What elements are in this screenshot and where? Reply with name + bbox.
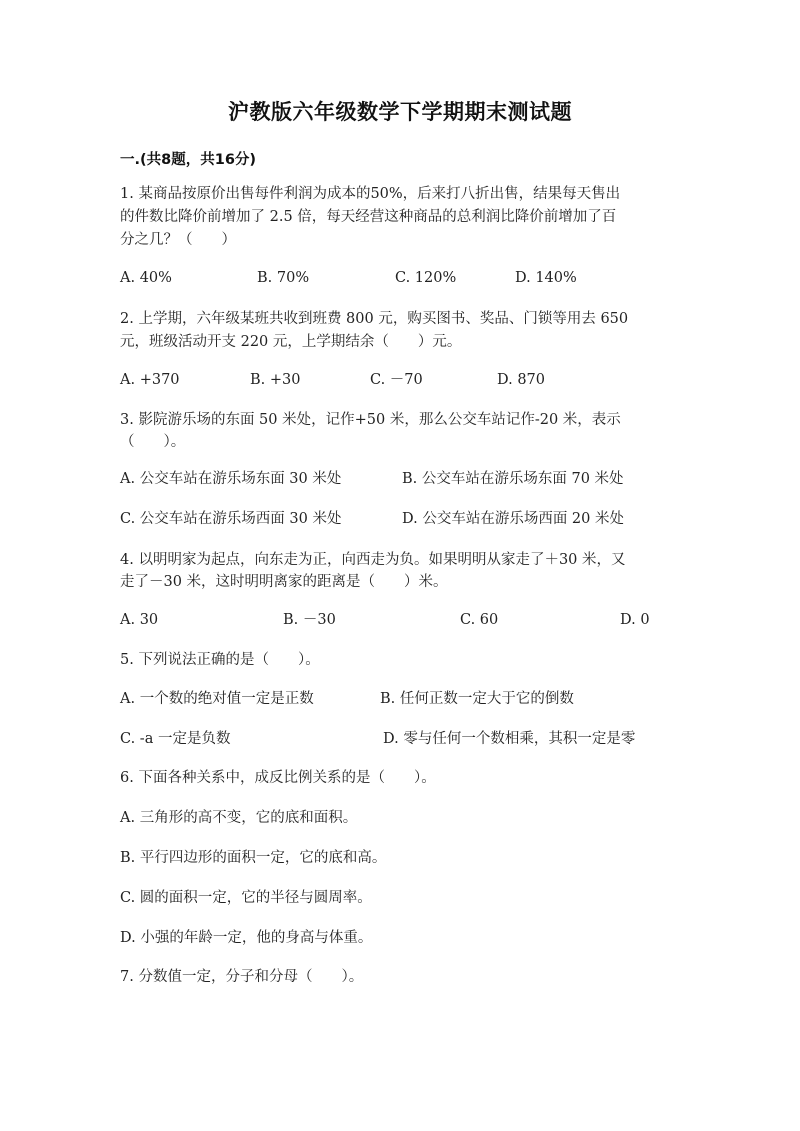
question-5-line-1: 5. 下列说法正确的是（ ）。 bbox=[120, 652, 320, 668]
page-title: 沪教版六年级数学下学期期末测试题 bbox=[228, 100, 572, 124]
question-4-option-c: C. 60 bbox=[460, 612, 499, 628]
question-5-option-a: A. 一个数的绝对值一定是正数 bbox=[120, 691, 314, 707]
question-5-option-d: D. 零与任何一个数相乘，其积一定是零 bbox=[383, 731, 636, 747]
question-1-option-a: A. 40% bbox=[120, 270, 172, 286]
question-6-option-b: B. 平行四边形的面积一定，它的底和高。 bbox=[120, 850, 387, 866]
question-2-option-c: C. －70 bbox=[370, 372, 423, 388]
question-7-line-1: 7. 分数值一定，分子和分母（ ）。 bbox=[120, 969, 364, 985]
question-5-option-c: C. -a 一定是负数 bbox=[120, 731, 231, 747]
question-5-option-b: B. 任何正数一定大于它的倒数 bbox=[380, 691, 574, 707]
question-4-option-b: B. －30 bbox=[283, 612, 336, 628]
question-3-option-b: B. 公交车站在游乐场东面 70 米处 bbox=[402, 471, 624, 487]
question-3-line-1: 3. 影院游乐场的东面 50 米处，记作+50 米，那么公交车站记作-20 米，表示 bbox=[120, 412, 621, 428]
question-3-option-d: D. 公交车站在游乐场西面 20 米处 bbox=[402, 511, 624, 527]
question-6-option-a: A. 三角形的高不变，它的底和面积。 bbox=[120, 810, 358, 826]
question-6-line-1: 6. 下面各种关系中，成反比例关系的是（ ）。 bbox=[120, 770, 436, 786]
question-6-option-d: D. 小强的年龄一定，他的身高与体重。 bbox=[120, 930, 373, 946]
question-3-option-c: C. 公交车站在游乐场西面 30 米处 bbox=[120, 511, 342, 527]
question-2-option-d: D. 870 bbox=[497, 372, 546, 388]
question-4-line-2: 走了－30 米，这时明明离家的距离是（ ）米。 bbox=[120, 574, 448, 590]
question-2-option-a: A. +370 bbox=[120, 372, 180, 388]
question-2-option-b: B. +30 bbox=[250, 372, 301, 388]
question-1-option-d: D. 140% bbox=[515, 270, 577, 286]
question-4-option-a: A. 30 bbox=[120, 612, 159, 628]
question-1-option-b: B. 70% bbox=[257, 270, 310, 286]
question-2-line-2: 元，班级活动开支 220 元，上学期结余（ ）元。 bbox=[120, 334, 462, 350]
section-heading: 一.(共8题，共16分) bbox=[120, 152, 257, 168]
question-1-line-2: 的件数比降价前增加了 2.5 倍，每天经营这种商品的总利润比降价前增加了百 bbox=[120, 209, 617, 225]
question-3-line-2: （ ）。 bbox=[120, 434, 186, 450]
question-1-line-3: 分之几？（ ） bbox=[120, 232, 236, 248]
question-4-line-1: 4. 以明明家为起点，向东走为正，向西走为负。如果明明从家走了＋30 米，又 bbox=[120, 552, 626, 568]
question-2-line-1: 2. 上学期，六年级某班共收到班费 800 元，购买图书、奖品、门锁等用去 650 bbox=[120, 311, 629, 327]
question-4-option-d: D. 0 bbox=[620, 612, 650, 628]
question-6-option-c: C. 圆的面积一定，它的半径与圆周率。 bbox=[120, 890, 372, 906]
question-1-option-c: C. 120% bbox=[395, 270, 457, 286]
question-3-option-a: A. 公交车站在游乐场东面 30 米处 bbox=[120, 471, 342, 487]
question-1-line-1: 1. 某商品按原价出售每件利润为成本的50%，后来打八折出售，结果每天售出 bbox=[120, 186, 621, 202]
